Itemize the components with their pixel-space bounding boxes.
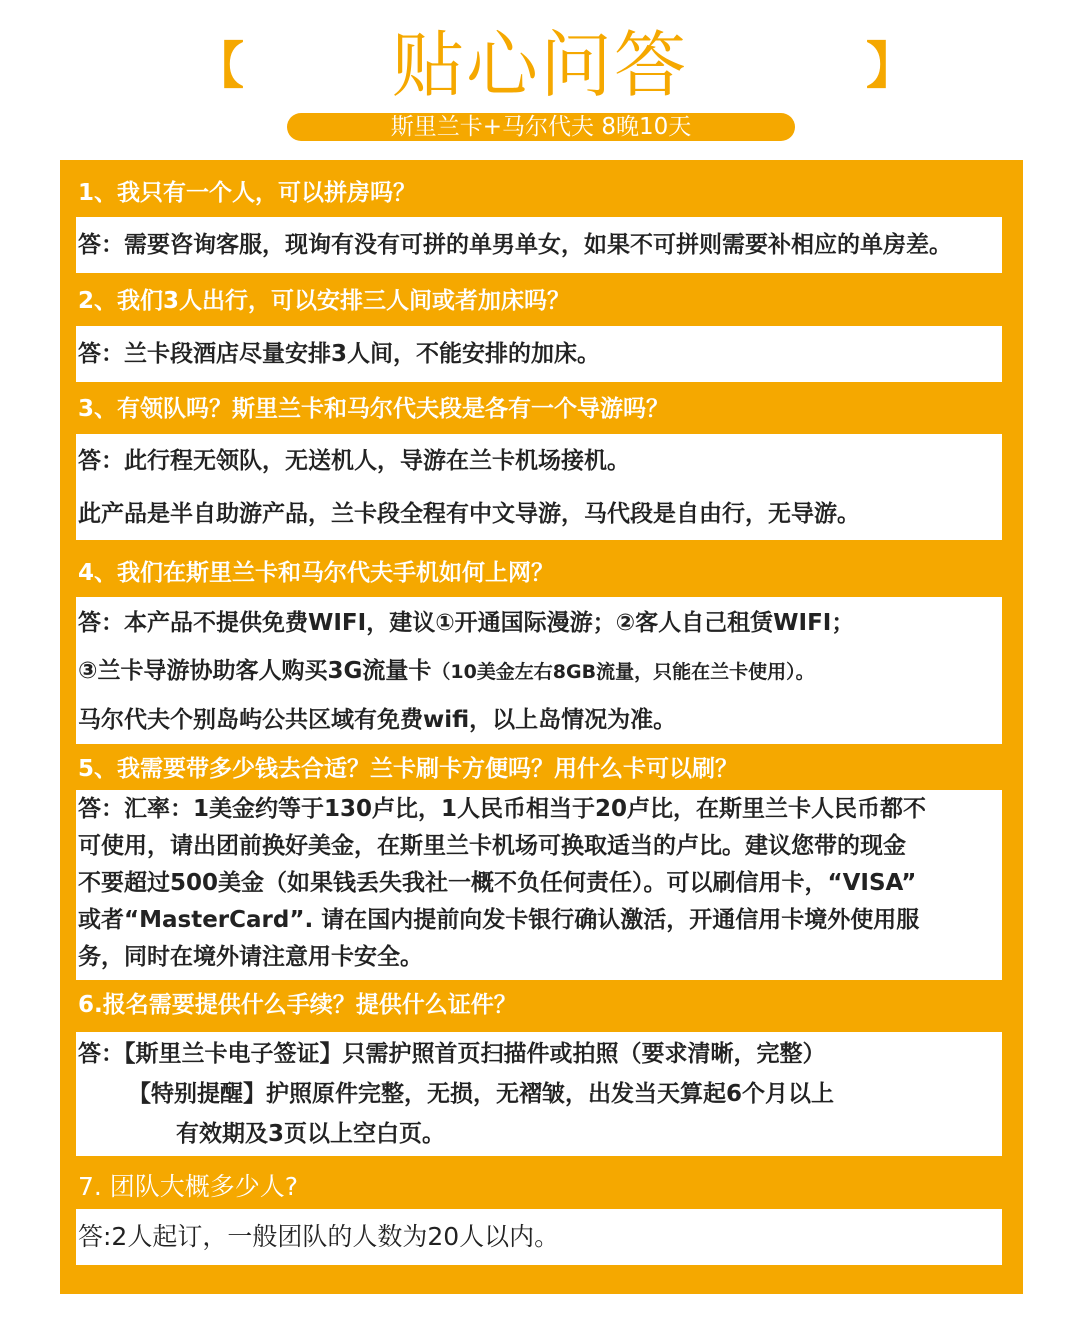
answer-line: 马尔代夫个别岛屿公共区域有免费wifi，以上岛情况为准。 (78, 707, 677, 733)
faq-answer-4 (76, 597, 1002, 744)
answer-line: 此产品是半自助游产品，兰卡段全程有中文导游，马代段是自由行，无导游。 (78, 501, 860, 527)
faq-question-4: 4、我们在斯里兰卡和马尔代夫手机如何上网？ (78, 560, 555, 586)
answer-line: 【特别提醒】护照原件完整，无损，无褶皱，出发当天算起6个月以上 (128, 1081, 835, 1107)
faq-question-5: 5、我需要带多少钱去合适？兰卡刷卡方便吗？用什么卡可以刷？ (78, 756, 739, 782)
faq-answer-1 (76, 217, 1002, 273)
answer-line: 答：汇率：1美金约等于130卢比，1人民币相当于20卢比，在斯里兰卡人民币都不 (78, 796, 927, 822)
page-title: 贴心问答 (391, 23, 688, 107)
faq-question-2: 2、我们3人出行，可以安排三人间或者加床吗？ (78, 288, 571, 314)
answer-line: 答:2人起订，一般团队的人数为20人以内。 (78, 1222, 560, 1251)
answer-line: 有效期及3页以上空白页。 (176, 1121, 446, 1147)
faq-question-6: 6.报名需要提供什么手续？提供什么证件？ (78, 992, 517, 1018)
faq-answer-5 (76, 790, 1002, 980)
answer-line: 务，同时在境外请注意用卡安全。 (78, 944, 423, 970)
faq-question-7: 7. 团队大概多少人? (78, 1172, 299, 1201)
faq-panel (60, 160, 1023, 1294)
answer-line: 可使用，请出团前换好美金，在斯里兰卡机场可换取适当的卢比。建议您带的现金 (78, 833, 906, 859)
faq-answer-6 (76, 1032, 1002, 1156)
faq-question-3: 3、有领队吗？斯里兰卡和马尔代夫段是各有一个导游吗？ (78, 396, 670, 422)
answer-line: 答：兰卡段酒店尽量安排3人间，不能安排的加床。 (78, 341, 601, 367)
faq-answer-7 (76, 1209, 1002, 1265)
subtitle-banner: 斯里兰卡+马尔代夫 8晚10天 (287, 113, 795, 141)
faq-answer-2 (76, 326, 1002, 382)
answer-line: 答：需要咨询客服，现询有没有可拼的单男单女，如果不可拼则需要补相应的单房差。 (78, 232, 952, 258)
faq-question-1: 1、我只有一个人，可以拼房吗？ (78, 180, 417, 206)
page-header (0, 0, 1080, 160)
answer-line: 答：本产品不提供免费WIFI，建议①开通国际漫游；②客人自己租赁WIFI； (78, 610, 855, 636)
faq-answer-3 (76, 434, 1002, 540)
answer-note: （10美金左右8GB流量，只能在兰卡使用）。 (431, 661, 815, 683)
answer-line: ③兰卡导游协助客人购买3G流量卡 (78, 658, 432, 684)
answer-line: 或者“MasterCard”. 请在国内提前向发卡银行确认激活，开通信用卡境外使用服 (78, 907, 920, 933)
left-bracket: 【 (194, 37, 244, 95)
answer-line: 答：此行程无领队，无送机人，导游在兰卡机场接机。 (78, 448, 630, 474)
answer-line: 答：【斯里兰卡电子签证】只需护照首页扫描件或拍照（要求清晰，完整） (78, 1041, 826, 1067)
right-bracket: 】 (866, 37, 916, 95)
answer-line: 不要超过500美金（如果钱丢失我社一概不负任何责任）。可以刷信用卡，“VISA” (78, 870, 917, 896)
